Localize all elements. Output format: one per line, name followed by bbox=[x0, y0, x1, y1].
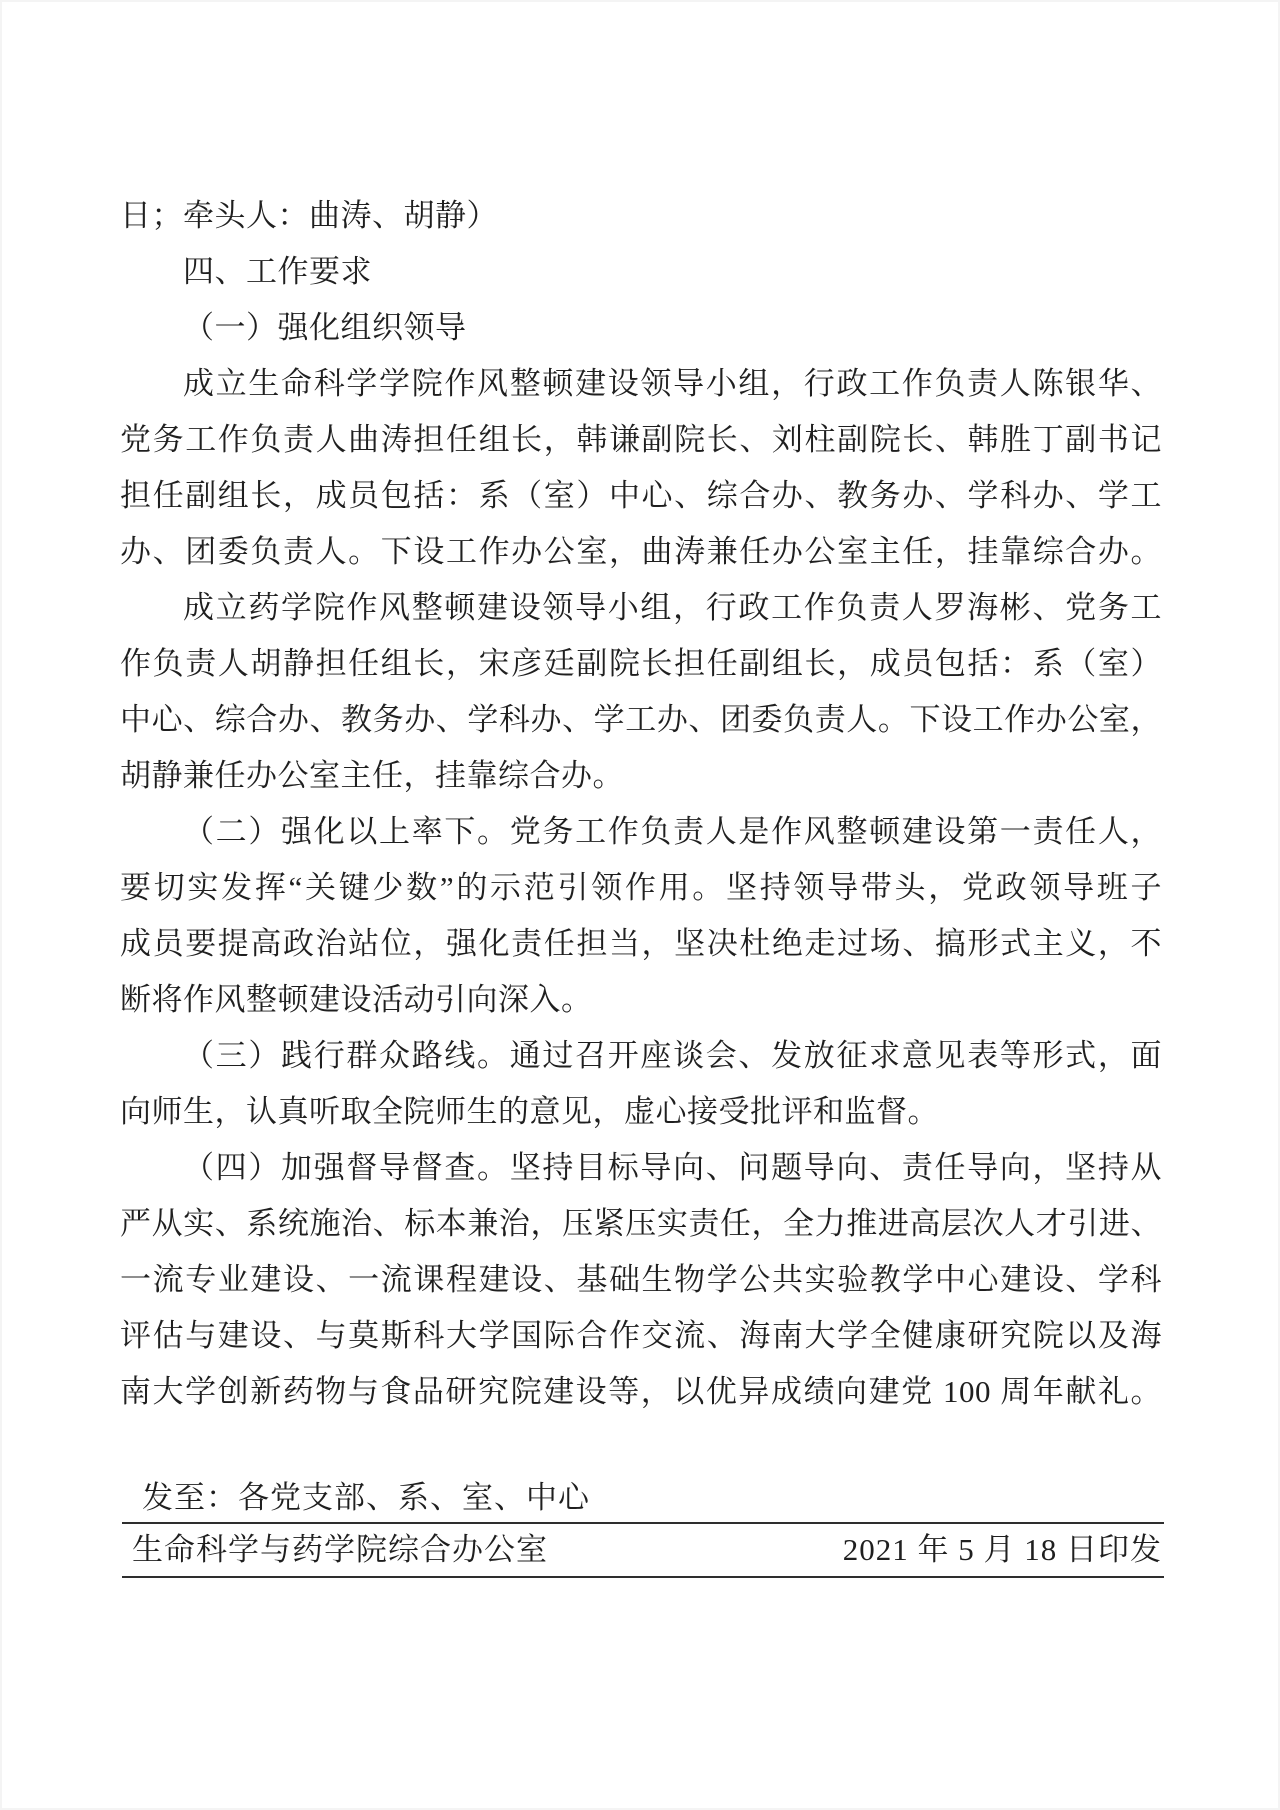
issuing-office: 生命科学与药学院综合办公室 bbox=[132, 1532, 548, 1567]
footer-issuer-row bbox=[122, 1524, 1164, 1576]
body-line: 向师生，认真听取全院师生的意见，虚心接受批评和监督。 bbox=[120, 1094, 939, 1129]
body-line: 胡静兼任办公室主任，挂靠综合办。 bbox=[120, 758, 624, 793]
body-line: 成立生命科学学院作风整顿建设领导小组，行政工作负责人陈银华、 bbox=[183, 366, 1162, 401]
body-line: 要切实发挥“关键少数”的示范引领作用。坚持领导带头，党政领导班子 bbox=[120, 870, 1162, 905]
body-line: （四）加强督导督查。坚持目标导向、问题导向、责任导向，坚持从 bbox=[183, 1150, 1162, 1185]
body-line: 成立药学院作风整顿建设领导小组，行政工作负责人罗海彬、党务工 bbox=[183, 590, 1162, 625]
distribution-line: 发至：各党支部、系、室、中心 bbox=[142, 1480, 590, 1515]
body-line: 担任副组长，成员包括：系（室）中心、综合办、教务办、学科办、学工 bbox=[120, 478, 1162, 513]
body-line: 党务工作负责人曲涛担任组长，韩谦副院长、刘柱副院长、韩胜丁副书记 bbox=[120, 422, 1162, 457]
body-line: 成员要提高政治站位，强化责任担当，坚决杜绝走过场、搞形式主义，不 bbox=[120, 926, 1162, 961]
document-body bbox=[120, 188, 1162, 1420]
body-line: 四、工作要求 bbox=[183, 254, 372, 289]
body-line: （二）强化以上率下。党务工作负责人是作风整顿建设第一责任人， bbox=[183, 814, 1162, 849]
footer-rule-bottom bbox=[122, 1576, 1164, 1578]
body-line: 南大学创新药物与食品研究院建设等，以优异成绩向建党 100 周年献礼。 bbox=[120, 1374, 1162, 1409]
body-line: 严从实、系统施治、标本兼治，压紧压实责任，全力推进高层次人才引进、 bbox=[120, 1206, 1162, 1241]
body-line: 中心、综合办、教务办、学科办、学工办、团委负责人。下设工作办公室， bbox=[120, 702, 1162, 737]
print-date: 2021 年 5 月 18 日印发 bbox=[842, 1532, 1162, 1567]
body-line: （三）践行群众路线。通过召开座谈会、发放征求意见表等形式，面 bbox=[183, 1038, 1162, 1073]
body-line: 断将作风整顿建设活动引向深入。 bbox=[120, 982, 593, 1017]
body-line: 作负责人胡静担任组长，宋彦廷副院长担任副组长，成员包括：系（室） bbox=[120, 646, 1162, 681]
body-line: （一）强化组织领导 bbox=[183, 310, 467, 345]
body-line: 办、团委负责人。下设工作办公室，曲涛兼任办公室主任，挂靠综合办。 bbox=[120, 534, 1162, 569]
body-line: 一流专业建设、一流课程建设、基础生物学公共实验教学中心建设、学科 bbox=[120, 1262, 1162, 1297]
body-line: 评估与建设、与莫斯科大学国际合作交流、海南大学全健康研究院以及海 bbox=[120, 1318, 1162, 1353]
body-line: 日；牵头人：曲涛、胡静） bbox=[120, 198, 498, 233]
